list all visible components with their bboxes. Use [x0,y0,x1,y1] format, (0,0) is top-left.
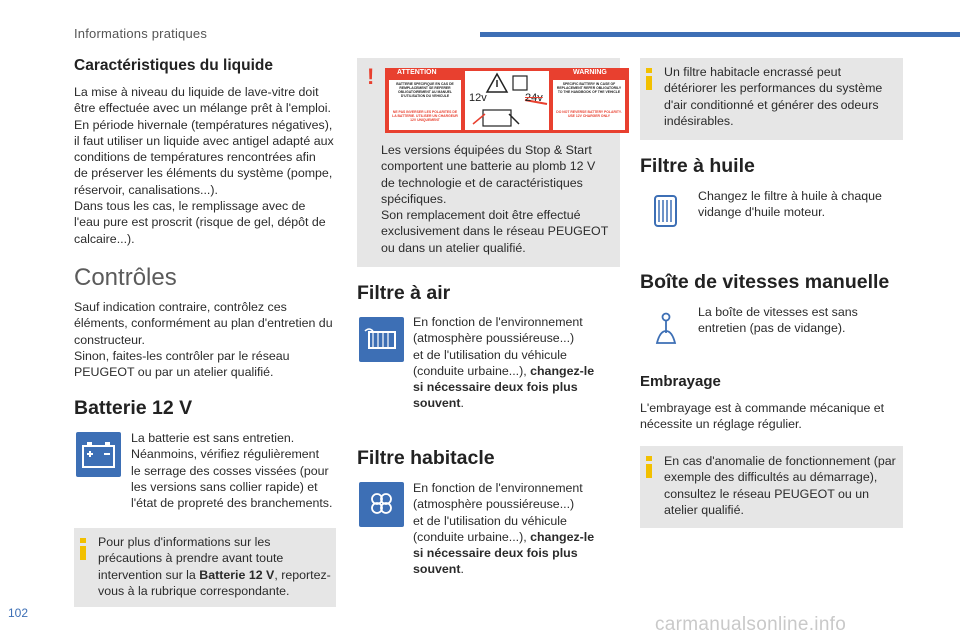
stopstart-warning-box [357,58,620,267]
gearbox-title: Boîte de vitesses manuelle [640,271,890,293]
info-icon [80,538,86,560]
page-number: 102 [8,606,29,620]
clutch-info-box: En cas d'anomalie de fonctionnement (par exemple des difficultés au démarrage), consultez le réseau PEUGEOT ou un atelier qualifié. [640,446,903,528]
header-accent-bar [480,32,960,37]
oil-filter-title: Filtre à huile [640,155,755,177]
battery-title: Batterie 12 V [74,397,193,419]
clutch-paragraph: L'embrayage est à commande mécanique et nécessite un réglage régulier. [640,401,885,432]
controls-title: Contrôles [74,264,177,291]
info-icon [646,456,652,478]
battery-warning-label-image: ATTENTION WARNING 12v 24v BATTERIE SPECIFIQUE EN CAS DE REMPLACEMENT SE REFERER OBLIGATOIREMENT AU MANUEL D'UTILISATION DU VEHICULE SPECIFIC BATTERY IN CASE OF REPLACEMENT REFER OBLIGATORILY TO THE HANDBOOK OF THE VEHICLE NE PAS INVERSER LES POLARITES DE LA BATTERIE. UTILISER UN CHARGEUR 12V UNIQUEMENT DO NOT REVERSE BATTERY POLARITY. USE 12V CHARGER ONLY [385,68,629,133]
air-filter-title: Filtre à air [357,282,451,304]
cabin-filter-info-box: Un filtre habitacle encrassé peut détériorer les performances du système d'air conditionné et générer des odeurs indésirables. [640,58,903,140]
liquid-paragraph: La mise à niveau du liquide de lave-vitre doit être effectuée avec un mélange prêt à l'emploi. En période hivernale (températures négatives), il faut utiliser un liquide avec antigel adapté aux conditions de températures rencontrées afin de préserver les éléments du système (pompe, réservoir, canalisations...). Dans tous les cas, le remplissage avec de l'eau pure est proscrit (risque de gel, dépôt de calcaire...). [74,85,334,246]
liquid-title: Caractéristiques du liquide [74,57,273,74]
info-icon [646,68,652,90]
battery-icon [76,432,121,477]
gearbox-icon [643,305,688,350]
gearbox-paragraph: La boîte de vitesses est sans entretien (pas de vidange). [698,305,858,336]
air-filter-paragraph: En fonction de l'environnement (atmosphère poussiéreuse...) et de l'utilisation du véhicule (conduite urbaine...), changez-le si nécessaire deux fois plus souvent. [413,315,595,411]
warning-exclamation-icon: ! [367,64,375,89]
air-filter-icon [359,317,404,362]
controls-paragraph: Sauf indication contraire, contrôlez ces éléments, conformément au plan d'entretien du constructeur. Sinon, faites-les contrôler par le réseau PEUGEOT ou par un atelier qualifié. [74,300,333,380]
stopstart-paragraph: Les versions équipées du Stop & Start comportent une batterie au plomb 12 V de technologie et de caractéristiques spécifiques. Son remplacement doit être effectué exclusivement dans le réseau PEUGEOT ou dans un atelier qualifié. [381,143,609,255]
watermark: carmanualsonline.info [655,614,847,635]
oil-filter-icon [643,188,688,233]
cabin-filter-icon [359,482,404,527]
cabin-filter-title: Filtre habitacle [357,447,495,469]
battery-info-box: Pour plus d'informations sur les précautions à prendre avant toute intervention sur la Batterie 12 V, reportez- vous à la rubrique correspondante. [74,528,336,607]
battery-paragraph: La batterie est sans entretien. Néanmoins, vérifiez régulièrement le serrage des cosses vissées (pour les versions sans collier rapide) et l'état de propreté des branchements. [131,431,333,511]
cabin-filter-paragraph: En fonction de l'environnement (atmosphère poussiéreuse...) et de l'utilisation du véhicule (conduite urbaine...), changez-le si nécessaire deux fois plus souvent. [413,481,595,577]
page-header-title: Informations pratiques [74,26,208,41]
oil-filter-paragraph: Changez le filtre à huile à chaque vidange d'huile moteur. [698,189,882,220]
clutch-title: Embrayage [640,373,721,390]
